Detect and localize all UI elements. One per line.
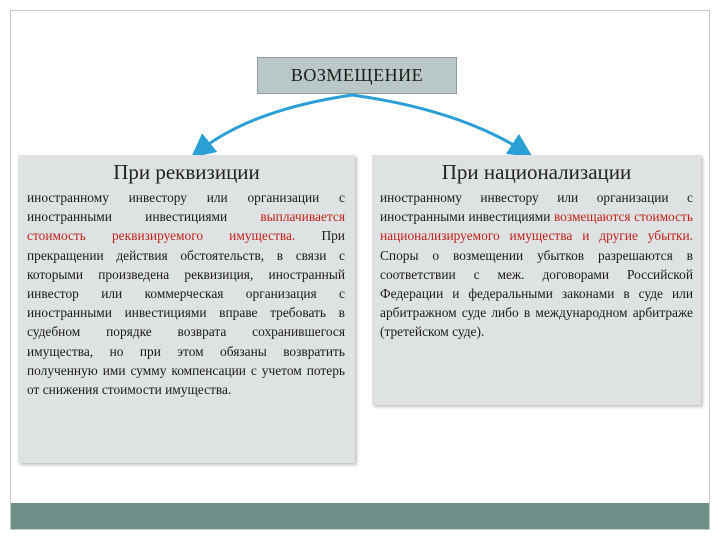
nationalization-text-highlight: возмещаются стоимость национализируемого имущества и другие убытки. xyxy=(380,209,693,244)
requisition-text-part1: иностранному инвестору или организации с иностранными инвестициями xyxy=(27,190,345,225)
nationalization-heading: При национализации xyxy=(441,160,632,184)
nationalization-text-part2: Споры о возмещении убытков разрешаются в соответствии с меж. договорами Российской Федерации и федеральными законами в суде или арбитражном суде либо в международном арбитраже (третейском суде). xyxy=(380,247,693,340)
arrow-to-nationalization xyxy=(352,95,525,152)
requisition-text xyxy=(18,188,355,399)
title-text: ВОЗМЕЩЕНИЕ xyxy=(290,65,424,85)
arrow-to-requisition xyxy=(198,95,352,152)
footer-bar xyxy=(11,503,709,529)
nationalization-text xyxy=(372,188,701,342)
nationalization-panel xyxy=(372,155,701,405)
nationalization-text-part1: иностранному инвестору или организации с иностранными инвестициями xyxy=(380,190,693,225)
requisition-text-highlight: выплачивается стоимость реквизируемого имущества. xyxy=(27,209,345,244)
requisition-text-part2: При прекращении действия обстоятельств, в связи с которыми произведена реквизиция, иностранный инвестор или коммерческая организация с иностранными инвестициями вправе требовать в судебном порядке возврата сохранившегося имущества, но при этом обязаны возвратить полученную ими сумму компенсации с учетом потерь от снижения стоимости имущества. xyxy=(27,228,345,398)
requisition-heading: При реквизиции xyxy=(113,160,260,184)
requisition-panel xyxy=(18,155,355,463)
